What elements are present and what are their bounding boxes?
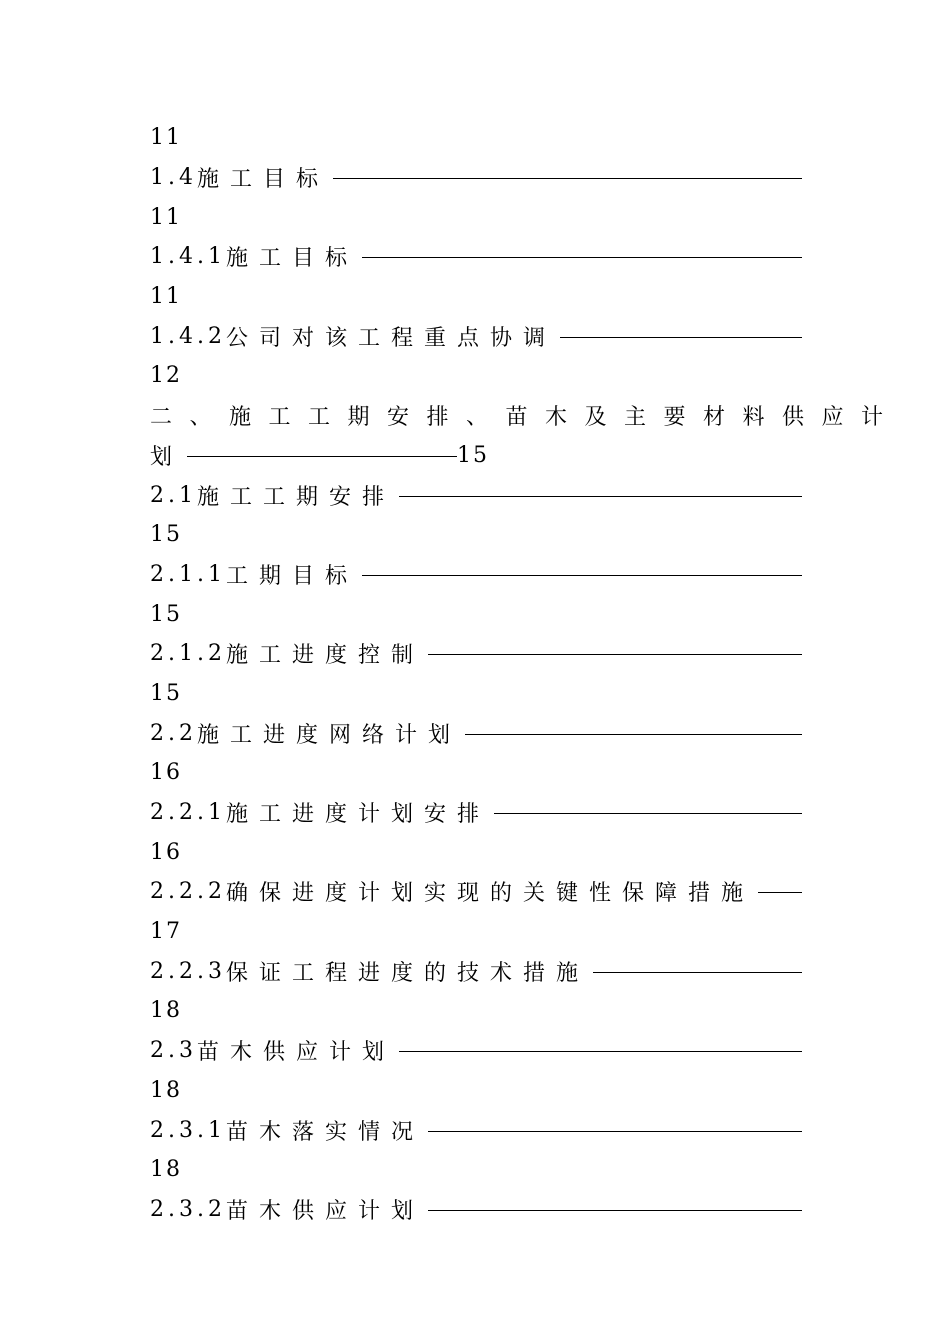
toc-page-number-line <box>150 356 802 396</box>
toc-page-number-line <box>150 118 802 158</box>
toc-entry <box>150 555 802 595</box>
toc-entry-title: 二、施工工期安排、苗木及主要材料供应计 <box>150 405 901 431</box>
toc-entry <box>150 1031 802 1071</box>
toc-leader-line <box>399 496 802 497</box>
toc-page-number: 11 <box>150 125 182 151</box>
toc-entry <box>150 158 802 198</box>
toc-page-number-line <box>150 277 802 317</box>
toc-entry <box>150 316 802 356</box>
toc-page-number-line <box>150 674 802 714</box>
toc-entry-title: 划 <box>150 444 184 470</box>
toc-page-number-line <box>150 197 802 237</box>
toc-entry-wrapped <box>150 396 901 436</box>
toc-page-number: 16 <box>150 760 182 786</box>
toc-entry-number: 2.3 <box>150 1038 197 1064</box>
toc-entry-number: 2.2.3 <box>150 958 226 984</box>
toc-page-number-line <box>150 991 802 1031</box>
toc-entry-number: 2.2.2 <box>150 879 226 905</box>
toc-entry <box>150 634 802 674</box>
toc-page-number: 11 <box>150 204 182 230</box>
toc-entry <box>150 237 802 277</box>
toc-page-number-line <box>150 912 802 952</box>
toc-leader-line <box>428 1210 802 1211</box>
toc-page-number: 18 <box>150 1157 182 1183</box>
toc-entry <box>150 713 802 753</box>
toc-leader-line <box>428 1131 802 1132</box>
toc-entry-title: 公司对该工程重点协调 <box>225 325 556 351</box>
toc-page-number-line <box>150 832 802 872</box>
toc-page-number: 15 <box>150 680 182 706</box>
toc-page-number-line <box>150 753 802 793</box>
toc-entry-number: 2.1 <box>150 482 197 508</box>
toc-leader-line <box>428 654 802 655</box>
toc-entry-number: 2.3.1 <box>150 1117 226 1143</box>
toc-entry-wrapped-end <box>150 436 802 476</box>
toc-entry-title: 苗木供应计划 <box>225 1198 424 1224</box>
toc-entry-title: 保证工程进度的技术措施 <box>225 960 589 986</box>
toc-page-number: 15 <box>150 601 182 627</box>
toc-page-number-line <box>150 1071 802 1111</box>
toc-page-number: 12 <box>150 363 182 389</box>
toc-leader-line <box>333 178 802 179</box>
toc-page-number: 11 <box>150 284 182 310</box>
toc-leader-line <box>465 734 802 735</box>
toc-page-number: 18 <box>150 1077 182 1103</box>
toc-entry-title: 苗木供应计划 <box>197 1040 396 1066</box>
toc-entry-number: 1.4.2 <box>150 323 226 349</box>
toc-page-number-line <box>150 515 802 555</box>
toc-leader-line <box>362 257 802 258</box>
toc-leader-line <box>560 337 802 338</box>
toc-leader-line <box>187 456 457 457</box>
toc-page-number-line <box>150 594 802 634</box>
toc-leader-line <box>593 972 802 973</box>
toc-page-number: 18 <box>150 998 182 1024</box>
toc-entry <box>150 475 802 515</box>
toc-entry-number: 2.3.2 <box>150 1196 226 1222</box>
toc-entry-number: 1.4 <box>150 165 197 191</box>
toc-leader-line <box>362 575 802 576</box>
toc-entry-title: 施工目标 <box>197 167 330 193</box>
toc-leader-line <box>399 1051 802 1052</box>
toc-leader-line <box>494 813 802 814</box>
toc-entry-title: 施工进度控制 <box>225 643 424 669</box>
toc-entry-title: 施工进度计划安排 <box>225 802 490 828</box>
toc-entry-title: 工期目标 <box>225 563 358 589</box>
toc-entry <box>150 793 802 833</box>
toc-entry-number: 2.1.2 <box>150 641 226 667</box>
toc-entry-title: 施工进度网络计划 <box>197 722 462 748</box>
toc-page-number: 15 <box>150 522 182 548</box>
toc-entry <box>150 1190 802 1230</box>
toc-entry-number: 2.2.1 <box>150 800 226 826</box>
toc-page-number: 16 <box>150 839 182 865</box>
toc-page-number: 15 <box>457 442 490 468</box>
toc-entry-title: 施工目标 <box>225 246 358 272</box>
toc-page-number: 17 <box>150 919 182 945</box>
toc-page-number-line <box>150 1150 802 1190</box>
toc-leader-line <box>758 892 802 893</box>
toc-entry-title: 确保进度计划实现的关键性保障措施 <box>225 881 754 907</box>
toc-entry <box>150 1110 802 1150</box>
toc-entry <box>150 872 802 912</box>
toc-entry-title: 施工工期安排 <box>197 484 396 510</box>
toc-entry-title: 苗木落实情况 <box>225 1119 424 1145</box>
toc-entry <box>150 951 802 991</box>
toc-entry-number: 2.1.1 <box>150 561 226 587</box>
toc-entry-number: 2.2 <box>150 720 197 746</box>
table-of-contents <box>150 118 901 1229</box>
toc-entry-number: 1.4.1 <box>150 244 226 270</box>
